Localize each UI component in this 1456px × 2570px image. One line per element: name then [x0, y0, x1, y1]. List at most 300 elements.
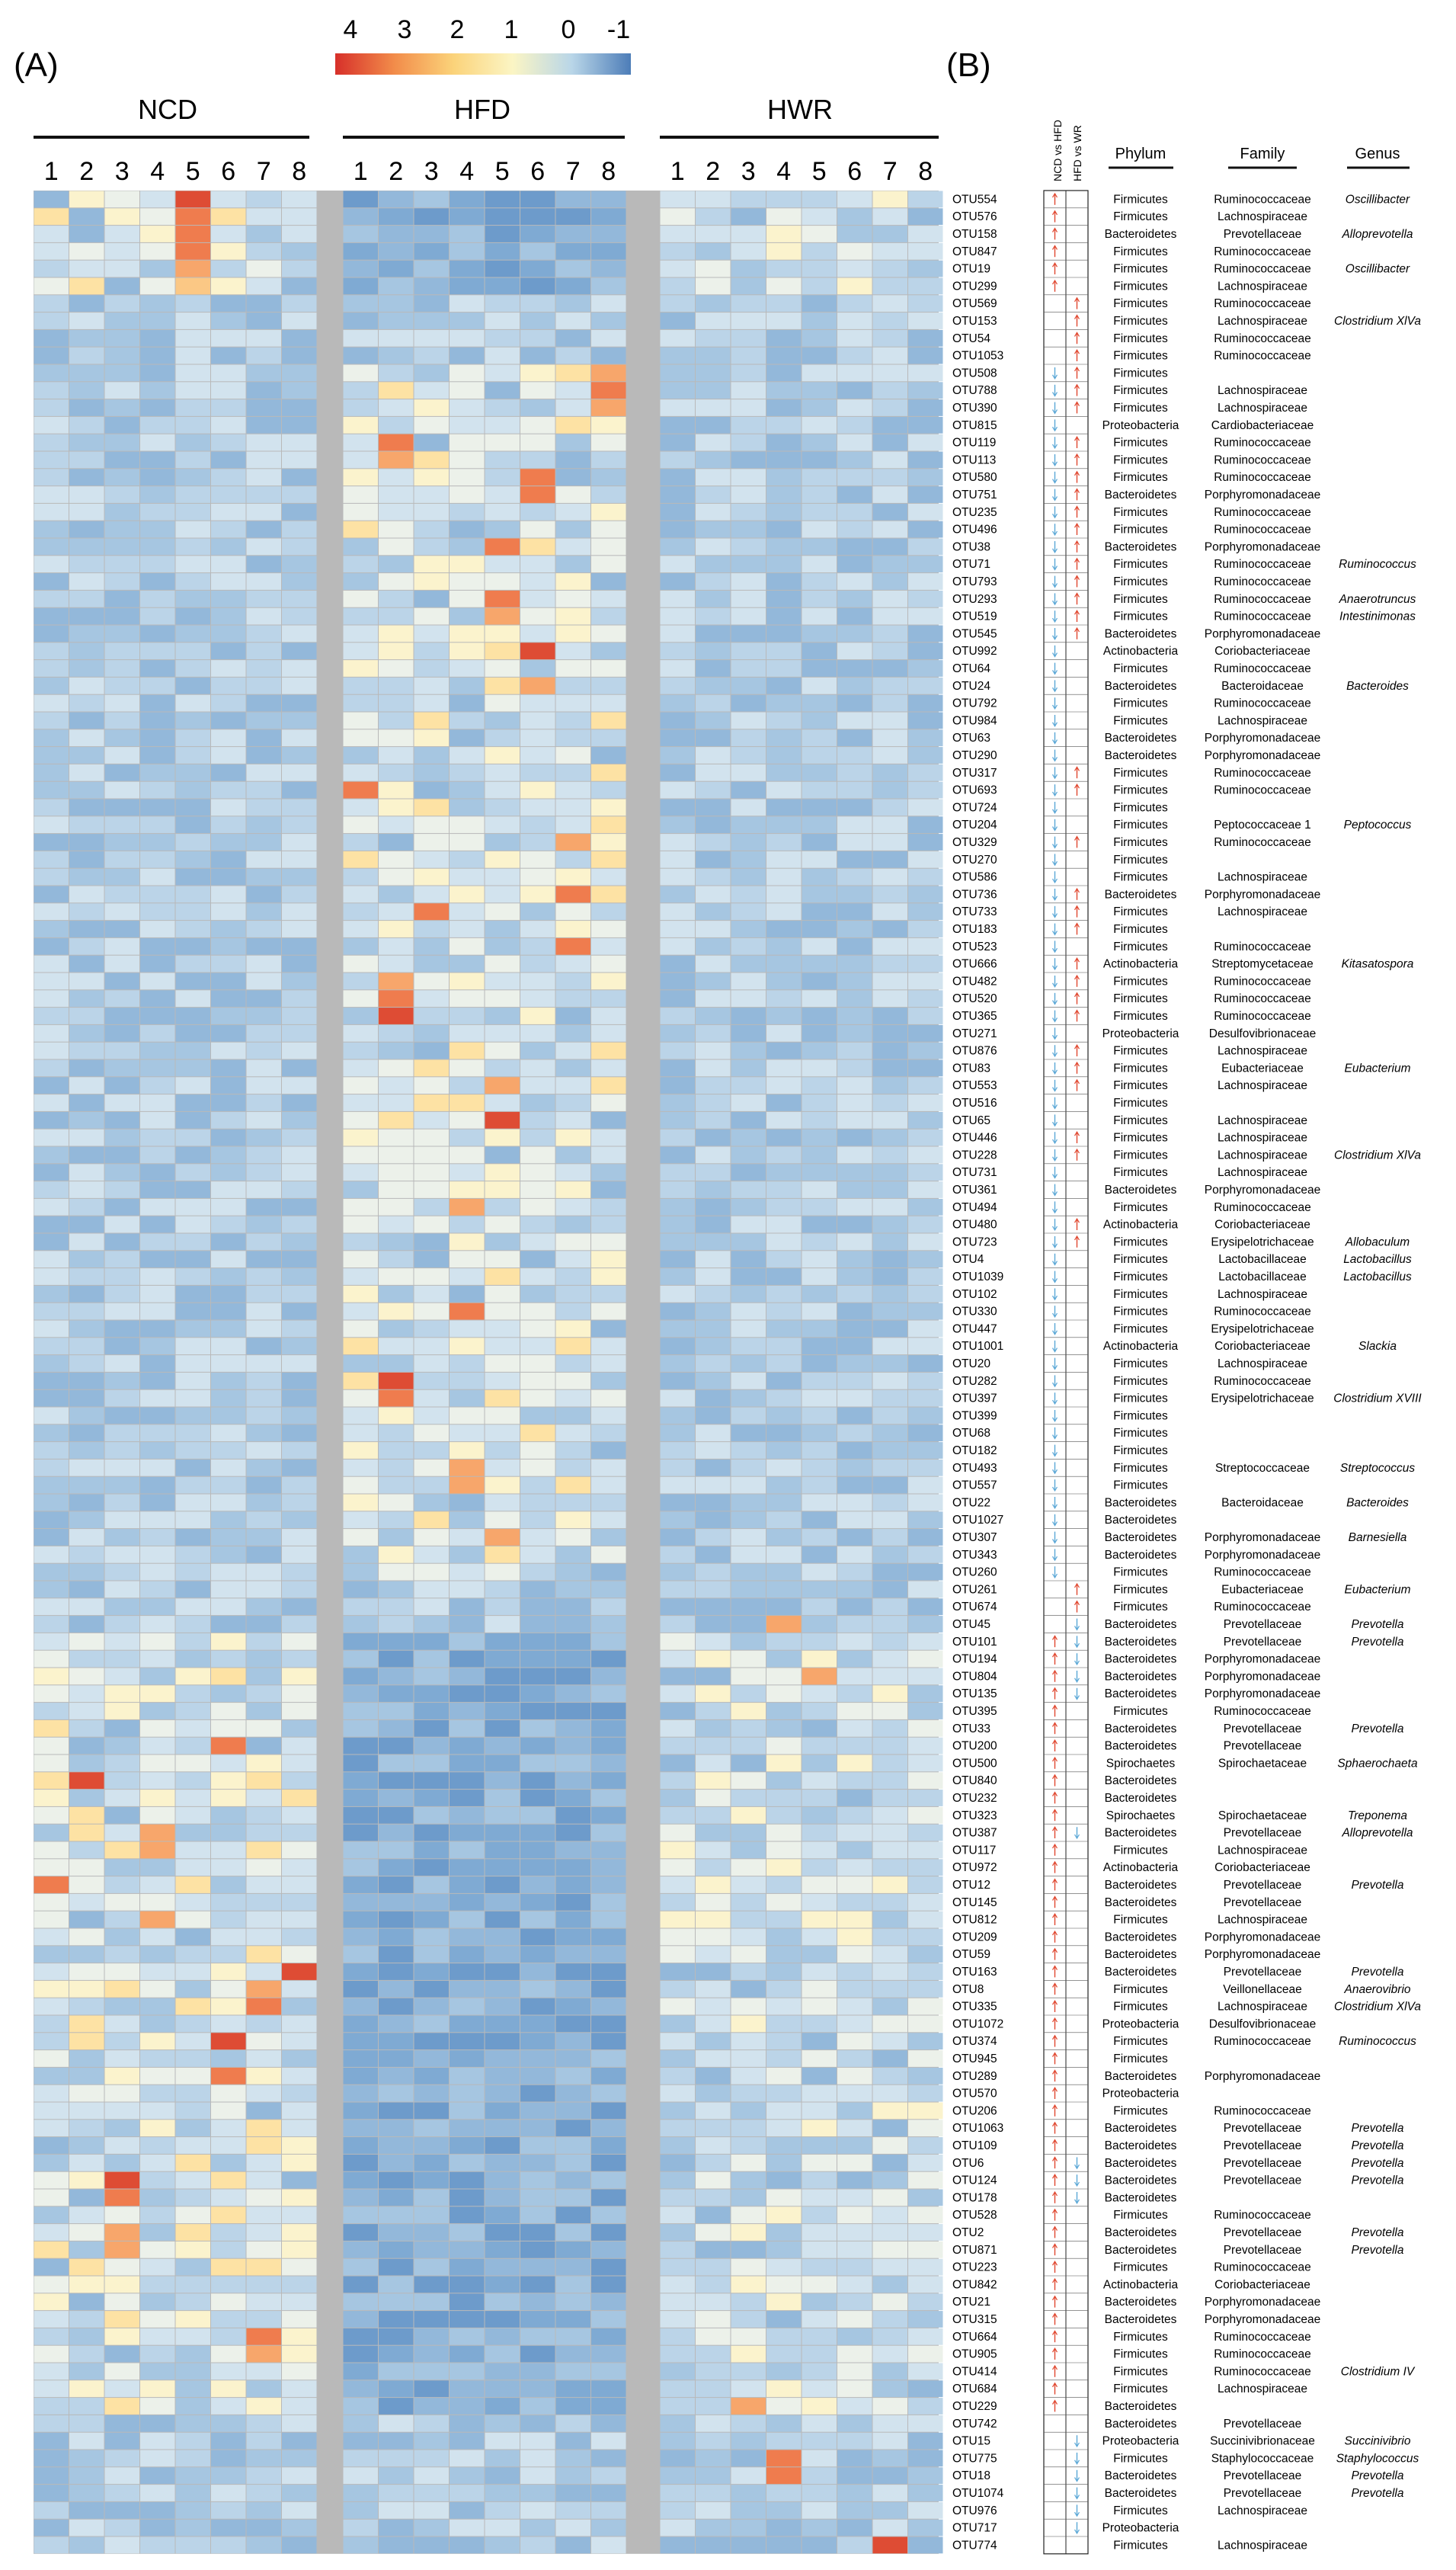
arrow-down-icon	[1053, 610, 1058, 622]
heatmap-cell	[140, 504, 175, 521]
heatmap-cell	[69, 243, 104, 260]
heatmap-cell	[69, 469, 104, 485]
heatmap-cell	[591, 1738, 626, 1754]
heatmap-cell	[176, 1216, 211, 1233]
heatmap-cell	[176, 2346, 211, 2363]
family-cell: Ruminococcaceae	[1214, 575, 1311, 589]
heatmap-cell	[211, 2380, 246, 2397]
heatmap-cell	[211, 1772, 246, 1789]
heatmap-cell	[282, 1772, 317, 1789]
heatmap-cell	[211, 1216, 246, 1233]
heatmap-cell	[556, 1408, 591, 1424]
heatmap-cell	[69, 1981, 104, 1998]
heatmap-cell	[485, 1008, 520, 1024]
heatmap-cell	[837, 1564, 872, 1581]
heatmap-cell	[176, 816, 211, 833]
heatmap-cell	[247, 539, 282, 556]
heatmap-cell	[802, 434, 837, 451]
heatmap-cell	[485, 764, 520, 781]
heatmap-cell	[731, 1772, 766, 1789]
heatmap-cell	[766, 660, 802, 677]
heatmap-cell	[414, 1286, 450, 1303]
heatmap-cell	[766, 1963, 802, 1980]
heatmap-cell	[591, 1008, 626, 1024]
genus-cell: Alloprevotella	[1342, 1826, 1413, 1840]
heatmap-cell	[591, 1842, 626, 1859]
heatmap-cell	[908, 1008, 943, 1024]
heatmap-cell	[556, 243, 591, 260]
arrow-up-icon	[1053, 2209, 1058, 2221]
heatmap-cell	[802, 1772, 837, 1789]
heatmap-cell	[520, 1060, 555, 1077]
heatmap-cell	[908, 348, 943, 364]
heatmap-cell	[176, 382, 211, 399]
heatmap-cell	[414, 1633, 450, 1650]
heatmap-cell	[176, 782, 211, 799]
family-cell: Lachnospiraceae	[1217, 1287, 1308, 1301]
heatmap-cell	[485, 1390, 520, 1407]
heatmap-cell	[802, 2363, 837, 2380]
heatmap-cell	[696, 1321, 731, 1338]
heatmap-cell	[908, 2328, 943, 2345]
heatmap-cell	[34, 816, 69, 833]
heatmap-cell	[414, 226, 450, 242]
heatmap-cell	[908, 1842, 943, 1859]
heatmap-cell	[176, 1355, 211, 1372]
heatmap-cell	[908, 695, 943, 712]
heatmap-cell	[140, 1564, 175, 1581]
heatmap-cell	[211, 1164, 246, 1181]
otu-label: OTU102	[952, 1287, 997, 1301]
heatmap-cell	[176, 1998, 211, 2015]
heatmap-cell	[696, 1164, 731, 1181]
heatmap-cell	[908, 1268, 943, 1285]
heatmap-cell	[247, 1911, 282, 1928]
heatmap-cell	[282, 973, 317, 990]
arrow-up-icon	[1075, 316, 1080, 327]
heatmap-cell	[211, 1043, 246, 1059]
heatmap-cell	[176, 1460, 211, 1476]
heatmap-cell	[837, 1077, 872, 1094]
heatmap-cell	[282, 348, 317, 364]
heatmap-cell	[344, 348, 379, 364]
heatmap-cell	[591, 1043, 626, 1059]
heatmap-cell	[34, 2363, 69, 2380]
heatmap-cell	[247, 2520, 282, 2536]
heatmap-cell	[379, 1094, 414, 1111]
heatmap-cell	[556, 2172, 591, 2189]
heatmap-cell	[556, 816, 591, 833]
heatmap-cell	[69, 2242, 104, 2258]
heatmap-cell	[69, 434, 104, 451]
phylum-cell: Firmicutes	[1113, 2000, 1168, 2014]
heatmap-cell	[282, 1790, 317, 1806]
heatmap-cell	[450, 1772, 485, 1789]
heatmap-cell	[105, 2277, 140, 2293]
heatmap-cell	[379, 312, 414, 329]
heatmap-cell	[556, 1911, 591, 1928]
heatmap-cell	[379, 2450, 414, 2467]
heatmap-cell	[873, 1807, 908, 1824]
heatmap-cell	[485, 469, 520, 485]
heatmap-cell	[802, 1825, 837, 1841]
heatmap-cell	[69, 1477, 104, 1494]
heatmap-cell	[34, 1876, 69, 1893]
heatmap-cell	[34, 2016, 69, 2033]
heatmap-cell	[661, 2537, 696, 2554]
family-cell: Lachnospiraceae	[1217, 1131, 1308, 1145]
heatmap-cell	[485, 2346, 520, 2363]
family-cell: Ruminococcaceae	[1214, 297, 1311, 311]
heatmap-cell	[908, 1755, 943, 1772]
heatmap-cell	[247, 851, 282, 868]
heatmap-cell	[837, 834, 872, 851]
heatmap-cell	[485, 2085, 520, 2102]
heatmap-cell	[176, 1772, 211, 1789]
heatmap-cell	[247, 2467, 282, 2484]
heatmap-cell	[731, 1199, 766, 1216]
phylum-cell: Firmicutes	[1113, 714, 1168, 728]
heatmap-cell	[69, 2033, 104, 2049]
heatmap-cell	[379, 1790, 414, 1806]
heatmap-cell	[450, 2485, 485, 2501]
heatmap-cell	[520, 782, 555, 799]
heatmap-cell	[731, 2380, 766, 2397]
heatmap-cell	[696, 1981, 731, 1998]
arrow-up-icon	[1053, 1653, 1058, 1665]
heatmap-cell	[556, 2242, 591, 2258]
heatmap-cell	[696, 1668, 731, 1685]
heatmap-cell	[34, 261, 69, 277]
heatmap-cell	[450, 382, 485, 399]
heatmap-cell	[34, 642, 69, 659]
heatmap-cell	[69, 2259, 104, 2276]
heatmap-cell	[802, 1442, 837, 1459]
phylum-cell: Firmicutes	[1113, 2035, 1168, 2049]
heatmap-cell	[556, 2050, 591, 2067]
heatmap-cell	[282, 1424, 317, 1441]
arrow-down-icon	[1053, 750, 1058, 761]
heatmap-cell	[802, 2311, 837, 2328]
heatmap-cell	[802, 2380, 837, 2397]
heatmap-cell	[908, 2467, 943, 2484]
heatmap-cell	[696, 365, 731, 382]
heatmap-cell	[105, 1164, 140, 1181]
heatmap-cell	[140, 1355, 175, 1372]
heatmap-cell	[450, 2380, 485, 2397]
heatmap-cell	[34, 1442, 69, 1459]
arrow-up-icon	[1075, 767, 1080, 778]
heatmap-cell	[247, 2050, 282, 2067]
heatmap-cell	[696, 990, 731, 1007]
heatmap-cell	[450, 2242, 485, 2258]
heatmap-cell	[450, 956, 485, 973]
heatmap-cell	[344, 2363, 379, 2380]
heatmap-cell	[766, 1025, 802, 1042]
arrow-up-icon	[1053, 1809, 1058, 1821]
heatmap-cell	[520, 834, 555, 851]
heatmap-cell	[282, 1025, 317, 1042]
arrow-down-icon	[1053, 837, 1058, 848]
heatmap-cell	[731, 1408, 766, 1424]
heatmap-cell	[247, 191, 282, 208]
family-cell: Prevotellaceae	[1223, 1895, 1302, 1909]
heatmap-cell	[520, 1842, 555, 1859]
phylum-cell: Firmicutes	[1113, 1982, 1168, 1996]
heatmap-cell	[873, 2033, 908, 2049]
heatmap-cell	[802, 382, 837, 399]
heatmap-cell	[873, 191, 908, 208]
heatmap-cell	[140, 312, 175, 329]
heatmap-cell	[485, 2224, 520, 2241]
otu-label: OTU972	[952, 1861, 997, 1875]
arrow-down-icon	[1053, 541, 1058, 553]
heatmap-cell	[873, 1373, 908, 1389]
heatmap-cell	[69, 312, 104, 329]
heatmap-cell	[731, 713, 766, 729]
heatmap-cell	[414, 1929, 450, 1946]
heatmap-cell	[873, 434, 908, 451]
heatmap-cell	[105, 1929, 140, 1946]
heatmap-cell	[591, 2120, 626, 2136]
colorbar-tick: -1	[606, 15, 631, 44]
sample-label: 8	[918, 157, 933, 186]
heatmap-cell	[344, 452, 379, 469]
heatmap-cell	[766, 1720, 802, 1737]
heatmap-cell	[69, 834, 104, 851]
heatmap-cell	[837, 1755, 872, 1772]
heatmap-cell	[379, 1564, 414, 1581]
heatmap-cell	[731, 521, 766, 538]
heatmap-cell	[34, 1981, 69, 1998]
heatmap-cell	[69, 208, 104, 225]
heatmap-cell	[450, 1094, 485, 1111]
heatmap-cell	[696, 382, 731, 399]
heatmap-cell	[344, 1651, 379, 1668]
genus-cell: Bacteroides	[1346, 1496, 1409, 1510]
heatmap-cell	[176, 2259, 211, 2276]
heatmap-cell	[450, 1442, 485, 1459]
heatmap-cell	[105, 1408, 140, 1424]
heatmap-cell	[211, 1390, 246, 1407]
heatmap-cell	[908, 226, 943, 242]
heatmap-cell	[282, 1303, 317, 1320]
family-cell: Porphyromonadaceae	[1204, 1652, 1321, 1666]
heatmap-cell	[696, 191, 731, 208]
family-cell: Lactobacillaceae	[1218, 1253, 1307, 1267]
heatmap-cell	[908, 973, 943, 990]
heatmap-cell	[591, 2398, 626, 2415]
heatmap-cell	[556, 1495, 591, 1511]
heatmap-cell	[344, 2450, 379, 2467]
heatmap-cell	[696, 1598, 731, 1615]
arrow-down-icon	[1053, 419, 1058, 431]
heatmap-cell	[247, 1564, 282, 1581]
heatmap-cell	[211, 261, 246, 277]
heatmap-cell	[837, 1251, 872, 1267]
family-cell: Ruminococcaceae	[1214, 2330, 1311, 2344]
heatmap-cell	[140, 764, 175, 781]
heatmap-cell	[520, 556, 555, 572]
heatmap-cell	[379, 1772, 414, 1789]
heatmap-cell	[591, 1147, 626, 1164]
heatmap-cell	[908, 2346, 943, 2363]
heatmap-cell	[140, 591, 175, 607]
heatmap-cell	[731, 1216, 766, 1233]
family-cell: Ruminococcaceae	[1214, 453, 1311, 467]
arrow-down-icon	[1053, 559, 1058, 570]
sample-label: 7	[565, 157, 581, 186]
heatmap-cell	[520, 1025, 555, 1042]
heatmap-cell	[34, 713, 69, 729]
heatmap-cell	[837, 2346, 872, 2363]
phylum-header: Phylum	[1115, 146, 1166, 162]
heatmap-cell	[105, 2016, 140, 2033]
sample-label: 4	[150, 157, 165, 186]
heatmap-cell	[485, 1807, 520, 1824]
heatmap-cell	[908, 834, 943, 851]
heatmap-cell	[485, 1268, 520, 1285]
heatmap-cell	[176, 1685, 211, 1702]
heatmap-cell	[105, 626, 140, 642]
heatmap-cell	[282, 556, 317, 572]
otu-label: OTU19	[952, 262, 990, 276]
heatmap-cell	[379, 1807, 414, 1824]
heatmap-cell	[766, 2450, 802, 2467]
heatmap-cell	[696, 782, 731, 799]
heatmap-cell	[414, 278, 450, 295]
arrow-down-icon	[1053, 1062, 1058, 1074]
heatmap-cell	[485, 434, 520, 451]
heatmap-cell	[105, 1651, 140, 1668]
heatmap-cell	[34, 1651, 69, 1668]
heatmap-cell	[69, 556, 104, 572]
heatmap-cell	[211, 2467, 246, 2484]
heatmap-cell	[591, 747, 626, 764]
heatmap-cell	[450, 608, 485, 625]
heatmap-cell	[731, 2328, 766, 2345]
arrow-down-icon	[1053, 1167, 1058, 1178]
heatmap-cell	[837, 2450, 872, 2467]
heatmap-cell	[414, 2033, 450, 2049]
heatmap-cell	[450, 1929, 485, 1946]
heatmap-cell	[556, 1598, 591, 1615]
heatmap-cell	[69, 816, 104, 833]
heatmap-cell	[34, 1130, 69, 1146]
heatmap-cell	[282, 938, 317, 955]
heatmap-cell	[140, 1303, 175, 1320]
heatmap-cell	[247, 1130, 282, 1146]
heatmap-cell	[520, 2467, 555, 2484]
heatmap-cell	[766, 1286, 802, 1303]
heatmap-cell	[344, 295, 379, 312]
heatmap-cell	[908, 2050, 943, 2067]
heatmap-cell	[344, 1321, 379, 1338]
genus-cell: Prevotella	[1351, 1966, 1404, 1979]
arrow-up-icon	[1053, 1740, 1058, 1751]
arrow-up-icon	[1053, 1827, 1058, 1838]
heatmap-cell	[837, 1355, 872, 1372]
heatmap-cell	[379, 1130, 414, 1146]
heatmap-cell	[696, 1894, 731, 1911]
heatmap-cell	[802, 1894, 837, 1911]
heatmap-cell	[414, 1825, 450, 1841]
heatmap-cell	[176, 573, 211, 590]
heatmap-cell	[379, 1616, 414, 1633]
heatmap-cell	[696, 348, 731, 364]
heatmap-cell	[344, 642, 379, 659]
heatmap-cell	[247, 1825, 282, 1841]
heatmap-cell	[661, 1859, 696, 1876]
family-cell: Porphyromonadaceae	[1204, 2296, 1321, 2309]
heatmap-cell	[556, 713, 591, 729]
heatmap-cell	[247, 1355, 282, 1372]
phylum-cell: Bacteroidetes	[1104, 1531, 1177, 1545]
heatmap-cell	[176, 1598, 211, 1615]
heatmap-cell	[766, 1268, 802, 1285]
heatmap-cell	[176, 1546, 211, 1563]
heatmap-cell	[731, 2068, 766, 2085]
heatmap-cell	[520, 330, 555, 347]
heatmap-cell	[802, 713, 837, 729]
heatmap-cell	[766, 1685, 802, 1702]
heatmap-cell	[661, 1546, 696, 1563]
heatmap-cell	[766, 1529, 802, 1546]
heatmap-cell	[450, 191, 485, 208]
heatmap-cell	[556, 1720, 591, 1737]
heatmap-cell	[485, 1581, 520, 1598]
heatmap-cell	[696, 1807, 731, 1824]
heatmap-cell	[176, 434, 211, 451]
heatmap-cell	[556, 1321, 591, 1338]
heatmap-cell	[105, 521, 140, 538]
heatmap-cell	[520, 191, 555, 208]
heatmap-cell	[450, 729, 485, 746]
otu-label: OTU520	[952, 992, 997, 1006]
heatmap-cell	[520, 208, 555, 225]
heatmap-cell	[69, 1929, 104, 1946]
heatmap-cell	[696, 2346, 731, 2363]
arrow-up-icon	[1053, 2314, 1058, 2325]
heatmap-cell	[414, 521, 450, 538]
heatmap-cell	[450, 2293, 485, 2310]
heatmap-cell	[450, 2190, 485, 2206]
heatmap-cell	[344, 2277, 379, 2293]
heatmap-cell	[69, 1998, 104, 2015]
heatmap-cell	[140, 1825, 175, 1841]
heatmap-cell	[414, 973, 450, 990]
heatmap-cell	[591, 938, 626, 955]
heatmap-cell	[211, 2085, 246, 2102]
family-cell: Prevotellaceae	[1223, 2139, 1302, 2153]
heatmap-cell	[414, 608, 450, 625]
heatmap-cell	[344, 278, 379, 295]
family-cell: Staphylococcaceae	[1211, 2452, 1314, 2466]
arrow-down-icon	[1053, 646, 1058, 657]
heatmap-cell	[414, 1460, 450, 1476]
heatmap-cell	[247, 1286, 282, 1303]
otu-label: OTU21	[952, 2296, 990, 2309]
heatmap-cell	[908, 938, 943, 955]
heatmap-cell	[591, 348, 626, 364]
heatmap-cell	[450, 2085, 485, 2102]
heatmap-cell	[140, 278, 175, 295]
heatmap-cell	[873, 486, 908, 503]
heatmap-cell	[282, 956, 317, 973]
heatmap-cell	[520, 2068, 555, 2085]
heatmap-cell	[766, 2068, 802, 2085]
comparison-grid	[1044, 191, 1088, 2554]
